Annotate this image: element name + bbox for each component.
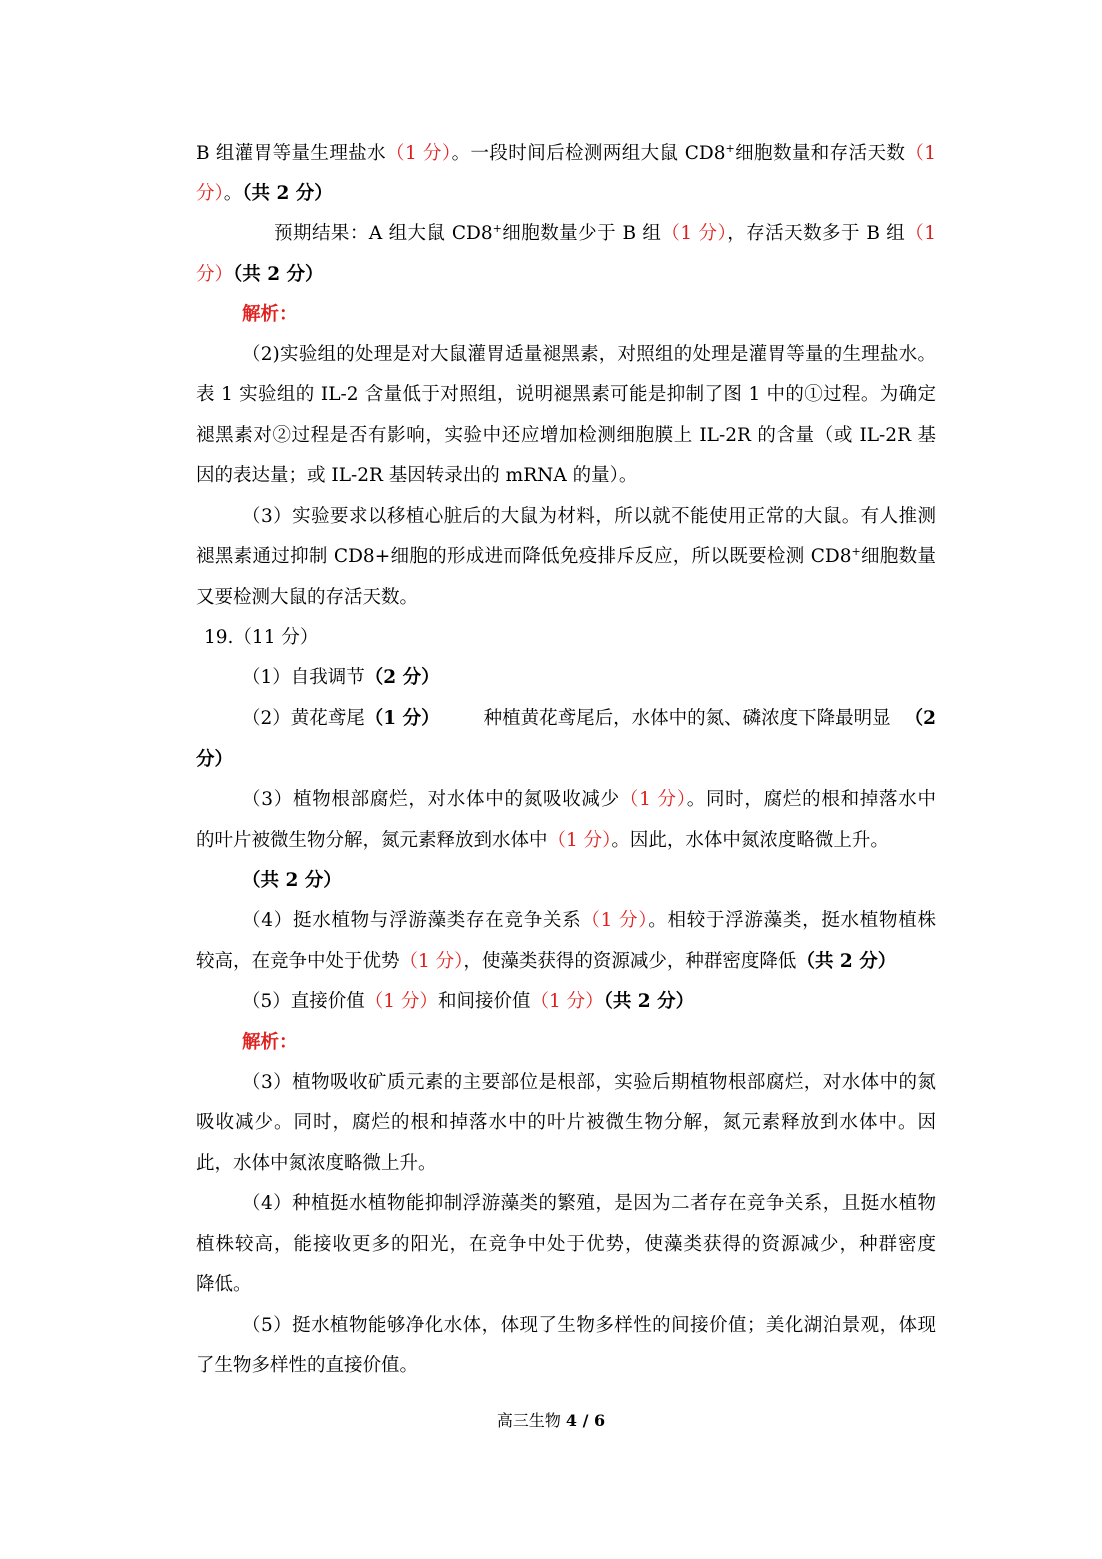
text-line: 较高，在竞争中处于优势（1 分），使藻类获得的资源减少，种群密度降低（共 2 分）	[196, 951, 897, 972]
text-line: （3）实验要求以移植心脏后的大鼠为材料，所以就不能使用正常的大鼠。有人推测	[242, 506, 936, 527]
text-line: 褪黑素通过抑制 CD8+细胞的形成进而降低免疫排斥反应，所以既要检测 CD8+细胞数量	[196, 544, 936, 567]
page-footer	[0, 1408, 1102, 1431]
text-line: （3）植物吸收矿质元素的主要部位是根部，实验后期植物根部腐烂，对水体中的氮	[242, 1072, 936, 1093]
text-line: 降低。	[196, 1274, 252, 1295]
text-line: B 组灌胃等量生理盐水（1 分）。一段时间后检测两组大鼠 CD8+细胞数量和存活天数（1	[196, 141, 936, 164]
analysis-heading: 解析：	[242, 304, 298, 325]
text-line: 分）	[196, 749, 234, 770]
question-number: 19.（11 分）	[204, 627, 319, 648]
text-line: 又要检测大鼠的存活天数。	[196, 587, 419, 608]
text-line: （4）挺水植物与浮游藻类存在竞争关系（1 分）。相较于浮游藻类，挺水植物植株	[242, 910, 936, 931]
text-line: （共 2 分）	[242, 870, 342, 891]
text-line: 分）（共 2 分）	[196, 264, 324, 285]
text-line: 因的表达量；或 IL-2R 基因转录出的 mRNA 的量）。	[196, 465, 638, 486]
text-line: 褪黑素对②过程是否有影响，实验中还应增加检测细胞膜上 IL-2R 的含量（或 IL-2R 基	[196, 425, 936, 446]
text-line: （5）直接价值（1 分）和间接价值（1 分）（共 2 分）	[242, 991, 695, 1012]
text-line: （5）挺水植物能够净化水体，体现了生物多样性的间接价值；美化湖泊景观，体现	[242, 1315, 936, 1336]
text-line: 表 1 实验组的 IL-2 含量低于对照组，说明褪黑素可能是抑制了图 1 中的①过程。为确定	[196, 384, 936, 405]
text-line: （4）种植挺水植物能抑制浮游藻类的繁殖，是因为二者存在竞争关系，且挺水植物	[242, 1193, 936, 1214]
text-line: （3）植物根部腐烂，对水体中的氮吸收减少（1 分）。同时，腐烂的根和掉落水中	[242, 789, 936, 810]
text-line: 的叶片被微生物分解，氮元素释放到水体中（1 分）。因此，水体中氮浓度略微上升。	[196, 830, 889, 851]
text-line: 吸收减少。同时，腐烂的根和掉落水中的叶片被微生物分解，氮元素释放到水体中。因	[196, 1112, 936, 1133]
text-line: 了生物多样性的直接价值。	[196, 1355, 419, 1376]
text-line: 此，水体中氮浓度略微上升。	[196, 1153, 437, 1174]
footer-subject: 高三生物	[496, 1411, 561, 1430]
text-line: （2)实验组的处理是对大鼠灌胃适量褪黑素，对照组的处理是灌胃等量的生理盐水。	[242, 344, 936, 365]
analysis-heading: 解析：	[242, 1032, 298, 1053]
page-number: 4 / 6	[565, 1411, 606, 1430]
text-line: （2）黄花鸢尾（1 分） 种植黄花鸢尾后，水体中的氮、磷浓度下降最明显 （2	[242, 708, 936, 729]
text-line: 分）。（共 2 分）	[196, 183, 333, 204]
text-line: 预期结果：A 组大鼠 CD8+细胞数量少于 B 组（1 分），存活天数多于 B 组（1	[274, 221, 937, 244]
text-line: 植株较高，能接收更多的阳光，在竞争中处于优势，使藻类获得的资源减少，种群密度	[196, 1234, 936, 1255]
text-line: （1）自我调节（2 分）	[242, 667, 440, 688]
